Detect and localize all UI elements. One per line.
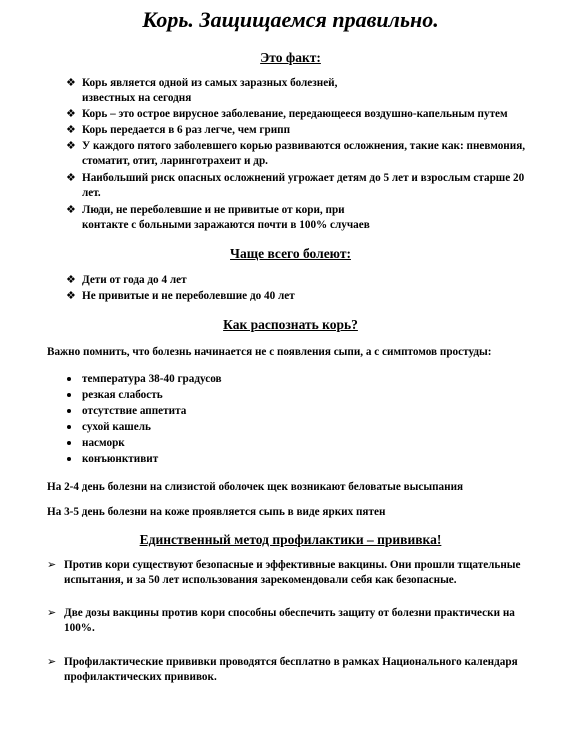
diamond-bullet-icon: ❖ <box>66 108 76 120</box>
diamond-bullet-icon: ❖ <box>66 172 76 184</box>
fact-line: известных на сегодня <box>82 92 192 104</box>
sick-heading: Чаще всего болеют: <box>230 246 351 261</box>
dot-bullet-icon <box>67 425 71 429</box>
recognize-note: На 3-5 день болезни на коже проявляется сыпь в виде ярких пятен <box>47 506 386 518</box>
recognize-heading: Как распознать корь? <box>223 317 358 332</box>
symptom-item: конъюнктивит <box>82 453 159 465</box>
fact-line: лет. <box>82 187 101 199</box>
dot-bullet-icon <box>67 409 71 413</box>
prevention-line: 100%. <box>64 622 95 634</box>
dot-bullet-icon <box>67 393 71 397</box>
diamond-bullet-icon: ❖ <box>66 77 76 89</box>
dot-bullet-icon <box>67 457 71 461</box>
prevention-line: Против кори существуют безопасные и эффективные вакцины. Они прошли тщательные <box>64 559 521 571</box>
arrow-bullet-icon: ➢ <box>47 607 57 619</box>
arrow-bullet-icon: ➢ <box>47 656 57 668</box>
facts-heading: Это факт: <box>260 50 321 65</box>
fact-line: Корь передается в 6 раз легче, чем грипп <box>82 124 291 136</box>
fact-line: У каждого пятого заболевшего корью развиваются осложнения, такие как: пневмония, <box>82 140 526 152</box>
page-title: Корь. Защищаемся правильно. <box>142 7 439 32</box>
diamond-bullet-icon: ❖ <box>66 204 76 216</box>
recognize-note: На 2-4 день болезни на слизистой оболочек щек возникают беловатые высыпания <box>47 481 464 493</box>
prevention-line: Две дозы вакцины против кори способны обеспечить защиту от болезни практически на <box>64 607 515 619</box>
diamond-bullet-icon: ❖ <box>66 290 76 302</box>
diamond-bullet-icon: ❖ <box>66 140 76 152</box>
symptom-item: сухой кашель <box>82 421 151 433</box>
fact-line: Наибольший риск опасных осложнений угрожает детям до 5 лет и взрослым старше 20 <box>82 172 525 184</box>
dot-bullet-icon <box>67 441 71 445</box>
fact-line: контакте с больными заражаются почти в 100% случаев <box>82 219 370 231</box>
symptom-item: отсутствие аппетита <box>82 405 187 417</box>
fact-line: Корь – это острое вирусное заболевание, передающееся воздушно-капельным путем <box>82 108 508 120</box>
prevention-line: профилактических прививок. <box>64 671 217 683</box>
fact-line: стоматит, отит, ларинготрахеит и др. <box>82 155 268 167</box>
symptom-item: температура 38-40 градусов <box>82 373 222 385</box>
diamond-bullet-icon: ❖ <box>66 124 76 136</box>
dot-bullet-icon <box>67 377 71 381</box>
symptom-item: насморк <box>82 437 125 449</box>
recognize-intro: Важно помнить, что болезнь начинается не с появления сыпи, а с симптомов простуды: <box>47 346 492 358</box>
prevention-line: Профилактические прививки проводятся бесплатно в рамках Национального календаря <box>64 656 518 668</box>
prevention-line: испытания, и за 50 лет использования зарекомендовали себя как безопасные. <box>64 574 457 586</box>
symptom-item: резкая слабость <box>82 389 163 401</box>
sick-item: Не привитые и не переболевшие до 40 лет <box>82 290 295 302</box>
diamond-bullet-icon: ❖ <box>66 274 76 286</box>
fact-line: Корь является одной из самых заразных болезней, <box>82 77 338 89</box>
arrow-bullet-icon: ➢ <box>47 559 57 571</box>
sick-item: Дети от года до 4 лет <box>82 274 187 286</box>
fact-line: Люди, не переболевшие и не привитые от кори, при <box>82 204 345 216</box>
prevention-heading: Единственный метод профилактики – прививка! <box>139 532 442 547</box>
